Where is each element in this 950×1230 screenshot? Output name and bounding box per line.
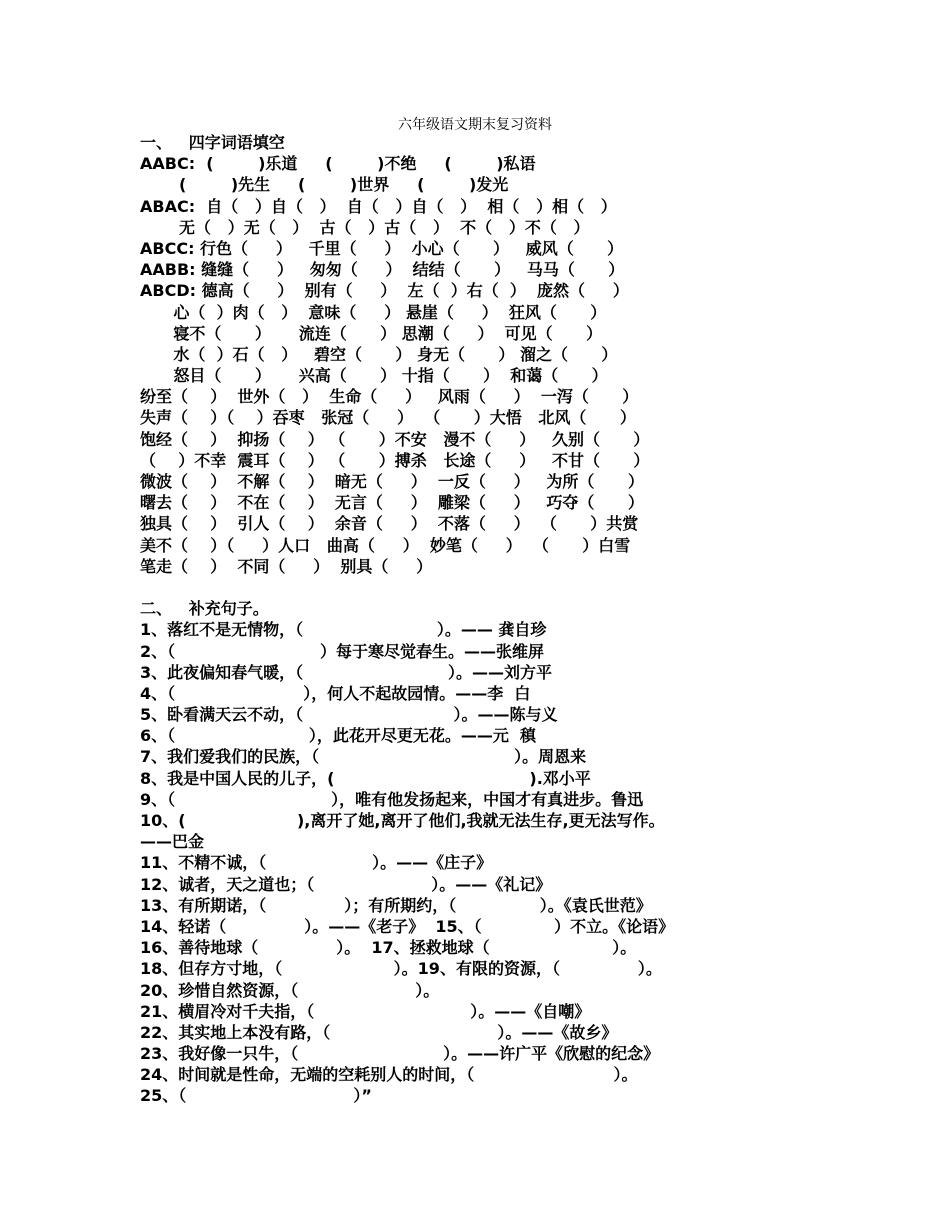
text-line: 笔走（ ） 不同（ ） 别具（ ） — [140, 556, 433, 576]
text-line: ( )先生 ( )世界 ( )发光 — [140, 175, 509, 195]
text-line: 23、我好像一只牛，（ ）。——许广平《欣慰的纪念》 — [140, 1044, 660, 1064]
text-line: 3、此夜偏知春气暖，（ ）。——刘方平 — [140, 662, 552, 682]
text-line: 寝不（ ） 流连（ ） 思潮（ ） 可见（ ） — [140, 323, 603, 343]
text-line: 4、（ ），何人不起故园情。——李 白 — [140, 683, 531, 703]
text-line: AABB: 缝缝（ ） 匆匆（ ） 结结（ ） 马马（ ） — [140, 260, 625, 280]
text-line: 7、我们爱我们的民族，（ ）。周恩来 — [140, 747, 587, 767]
text-line: 饱经（ ） 抑扬（ ） （ ）不安 漫不（ ） 久别（ ） — [140, 429, 650, 449]
text-line: 22、其实地上本没有路，（ ）。——《故乡》 — [140, 1022, 618, 1042]
text-line: 独具（ ） 引人（ ） 余音（ ） 不落（ ） （ ）共赏 — [140, 514, 639, 534]
text-line: AABC: ( )乐道 ( )不绝 ( )私语 — [140, 154, 536, 174]
text-line: 水（ ）石（ ） 碧空（ ） 身无（ ） 溜之（ ） — [140, 344, 618, 364]
text-line: 11、不精不诚，（ ）。——《庄子》 — [140, 853, 493, 873]
text-line: 6、（ ），此花开尽更无花。——元 稹 — [140, 726, 536, 746]
text-line: ABCD: 德高（ ） 别有（ ） 左（ ）右（ ） 庞然（ ） — [140, 281, 629, 301]
text-line: 2、（ ）每于寒尽觉春生。——张维屏 — [140, 641, 544, 661]
text-line: 无（ ）无（ ） 古（ ）古（ ） 不（ ）不（ ） — [140, 217, 590, 237]
text-line: 美不（ ）（ ）人口 曲高（ ） 妙笔（ ） （ ）白雪 — [140, 535, 631, 555]
text-line: 1、落红不是无情物，（ ）。—— 龚自珍 — [140, 620, 547, 640]
text-line: 心（ ）肉（ ） 意味（ ） 悬崖（ ） 狂风（ ） — [140, 302, 607, 322]
text-line: 纷至（ ） 世外（ ） 生命（ ） 风雨（ ） 一泻（ ） — [140, 387, 639, 407]
text-line: 曙去（ ） 不在（ ） 无言（ ） 雕梁（ ） 巧夺（ ） — [140, 493, 644, 513]
text-line: 9、（ ），唯有他发扬起来，中国才有真进步。鲁迅 — [140, 789, 644, 809]
text-line: 16、善待地球（ ）。 17、拯救地球（ ）。 — [140, 938, 637, 958]
text-line: 微波（ ） 不解（ ） 暗无（ ） 一反（ ） 为所（ ） — [140, 472, 644, 491]
text-line: 二、 补充句子。 — [140, 599, 269, 619]
text-line: 8、我是中国人民的儿子，( ).邓小平 — [140, 768, 591, 788]
text-line: 20、珍惜自然资源，（ ）。 — [140, 980, 440, 1000]
text-line: ——巴金 — [140, 832, 205, 852]
text-line: 21、横眉冷对千夫指，（ ）。——《自嘲》 — [140, 1001, 591, 1021]
text-line: 14、轻诺（ ）。——《老子》 15、（ ）不立。《论语》 — [140, 916, 675, 936]
text-line: 24、时间就是性命，无端的空耗别人的时间，（ ）。 — [140, 1065, 638, 1085]
page-title: 六年级语文期末复习资料 — [398, 117, 552, 133]
text-line: 5、卧看满天云不动，（ ）。——陈与义 — [140, 705, 558, 725]
text-line: 18、但存方寸地，（ ）。19、有限的资源，（ ）。 — [140, 959, 662, 979]
text-line — [140, 577, 820, 598]
text-line: 12、诚者，天之道也；（ ）。——《礼记》 — [140, 874, 552, 894]
text-body — [140, 132, 820, 1107]
text-line: 10、( ),离开了她,离开了他们,我就无法生存,更无法写作。 — [140, 811, 665, 830]
text-line: 失声（ ）（ ）吞枣 张冠（ ） （ ）大悟 北风（ ） — [140, 408, 636, 428]
text-line: ABAC: 自（ ）自（ ） 自（ ）自（ ） 相（ ）相（ ） — [140, 196, 617, 216]
text-line: 一、 四字词语填空 — [140, 133, 285, 152]
text-line: ABCC: 行色（ ） 千里（ ） 小心（ ） 威风（ ） — [140, 238, 624, 258]
text-line: 13、有所期诺，（ ）；有所期约，（ ）。《袁氏世范》 — [140, 895, 652, 915]
text-line: 怒目（ ） 兴高（ ） 十指（ ） 和蔼（ ） — [140, 366, 608, 386]
text-line: （ ）不幸 震耳（ ） （ ）搏杀 长途（ ） 不甘（ ） — [140, 450, 650, 470]
text-line: 25、（ ）” — [140, 1086, 372, 1106]
